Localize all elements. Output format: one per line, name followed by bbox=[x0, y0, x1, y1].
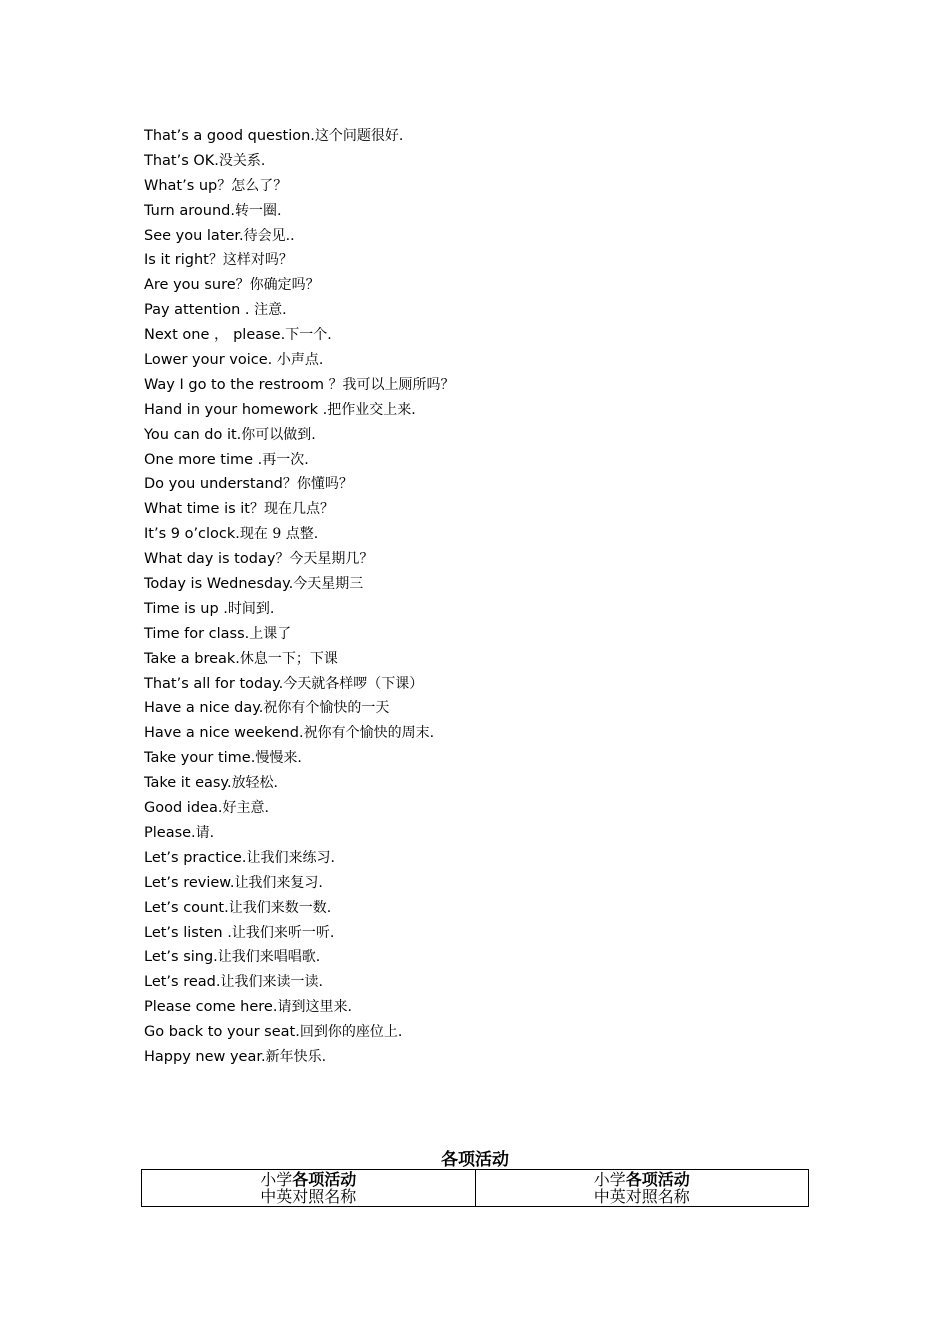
phrase-en: One more time . bbox=[144, 451, 263, 468]
cell-subheading: 中英对照名称 bbox=[260, 1187, 357, 1206]
phrase-en: What’s up bbox=[144, 177, 218, 194]
phrase-zh: 祝你有个愉快的周末. bbox=[303, 725, 435, 742]
phrase-en: Next one ， please. bbox=[144, 327, 286, 344]
phrase-line bbox=[144, 995, 824, 1020]
phrase-zh: 让我们来数一数. bbox=[228, 899, 332, 916]
phrase-zh: 再一次. bbox=[262, 451, 309, 468]
cell-heading bbox=[594, 1171, 690, 1188]
phrase-en: Please come here. bbox=[144, 999, 278, 1016]
phrase-en: Hand in your homework . bbox=[144, 401, 328, 418]
phrase-line bbox=[144, 721, 824, 746]
phrase-zh: 好主意. bbox=[222, 800, 269, 817]
phrase-line bbox=[144, 472, 824, 497]
phrase-zh: 小声点. bbox=[276, 352, 324, 369]
phrase-list bbox=[144, 124, 824, 1070]
phrase-zh: 待会见.. bbox=[243, 227, 295, 244]
phrase-en: See you later. bbox=[144, 227, 244, 244]
phrase-en: That’s OK. bbox=[144, 152, 219, 169]
phrase-en: What day is today bbox=[144, 551, 276, 568]
phrase-zh: 你可以做到. bbox=[241, 426, 316, 443]
phrase-en: Take a break. bbox=[144, 650, 240, 667]
phrase-en: Let’s sing. bbox=[144, 949, 218, 966]
phrase-zh: 上课了 bbox=[249, 625, 292, 642]
phrase-zh: 时间到. bbox=[227, 600, 275, 617]
cell-prefix: 小学 bbox=[260, 1170, 293, 1189]
phrase-zh: 今天就各样啰（下课） bbox=[283, 675, 424, 692]
phrase-en: That’s a good question. bbox=[144, 128, 315, 144]
phrase-zh: 请到这里来. bbox=[277, 999, 352, 1016]
section-title: 各项活动 bbox=[441, 1150, 509, 1170]
cell-bold-text: 各项活动 bbox=[292, 1170, 357, 1189]
phrase-zh: 现在 9 点整. bbox=[239, 526, 319, 543]
phrase-line bbox=[144, 746, 824, 771]
phrase-en: Let’s count. bbox=[144, 899, 229, 916]
phrase-zh: ？这样对吗？ bbox=[208, 252, 293, 269]
phrase-line bbox=[144, 522, 824, 547]
cell-subheading: 中英对照名称 bbox=[593, 1187, 690, 1206]
cell-bold-text: 各项活动 bbox=[625, 1170, 690, 1189]
phrase-line bbox=[144, 348, 824, 373]
phrase-line bbox=[144, 796, 824, 821]
phrase-zh: 新年快乐. bbox=[265, 1048, 327, 1065]
phrase-zh: 祝你有个愉快的一天 bbox=[263, 700, 390, 717]
table-cell bbox=[142, 1170, 475, 1206]
phrase-line bbox=[144, 448, 824, 473]
phrase-en: Time for class. bbox=[144, 625, 250, 642]
phrase-line bbox=[144, 622, 824, 647]
phrase-line bbox=[144, 1045, 824, 1070]
phrase-zh: ？我可以上厕所吗？ bbox=[328, 376, 455, 393]
phrase-zh: 今天星期三 bbox=[293, 576, 364, 593]
phrase-zh: 让我们来唱唱歌. bbox=[217, 949, 321, 966]
phrase-zh: 让我们来听一听. bbox=[231, 924, 335, 941]
phrase-line bbox=[144, 273, 824, 298]
phrase-en: Do you understand bbox=[144, 476, 283, 493]
phrase-line bbox=[144, 871, 824, 896]
phrase-en: Lower your voice. bbox=[144, 352, 277, 369]
phrase-line bbox=[144, 1020, 824, 1045]
phrase-zh: ？怎么了？ bbox=[217, 177, 288, 194]
phrase-en: Let’s read. bbox=[144, 974, 221, 991]
phrase-line bbox=[144, 647, 824, 672]
phrase-line bbox=[144, 547, 824, 572]
phrase-line bbox=[144, 771, 824, 796]
phrase-en: Have a nice day. bbox=[144, 700, 264, 717]
phrase-line bbox=[144, 597, 824, 622]
phrase-en: Take it easy. bbox=[144, 775, 232, 792]
phrase-line bbox=[144, 945, 824, 970]
phrase-en: Time is up . bbox=[144, 600, 228, 617]
phrase-zh: 把作业交上来. bbox=[327, 401, 416, 418]
phrase-en: Let’s practice. bbox=[144, 849, 247, 866]
phrase-en: Good idea. bbox=[144, 800, 223, 817]
phrase-en: Take your time. bbox=[144, 750, 256, 767]
phrase-line bbox=[144, 248, 824, 273]
phrase-en: Happy new year. bbox=[144, 1048, 266, 1065]
phrase-line bbox=[144, 149, 824, 174]
phrase-en: Have a nice weekend. bbox=[144, 725, 304, 742]
phrase-zh: 休息一下；下课 bbox=[239, 650, 338, 667]
phrase-zh: 注意. bbox=[254, 302, 287, 319]
phrase-line bbox=[144, 896, 824, 921]
phrase-line bbox=[144, 174, 824, 199]
phrase-zh: 下一个. bbox=[285, 327, 332, 344]
phrase-en: Go back to your seat. bbox=[144, 1024, 300, 1041]
phrase-line bbox=[144, 423, 824, 448]
phrase-line bbox=[144, 199, 824, 224]
phrase-line bbox=[144, 497, 824, 522]
phrase-en: Let’s review. bbox=[144, 874, 235, 891]
phrase-en: Please. bbox=[144, 824, 196, 841]
phrase-line bbox=[144, 298, 824, 323]
phrase-en: Let’s listen . bbox=[144, 924, 232, 941]
phrase-zh: 这个问题很好. bbox=[314, 128, 404, 144]
cell-heading bbox=[260, 1171, 356, 1188]
phrase-zh: 没关系. bbox=[218, 152, 266, 169]
phrase-line bbox=[144, 672, 824, 697]
table-cell bbox=[475, 1170, 809, 1206]
phrase-zh: 让我们来读一读. bbox=[220, 974, 323, 991]
phrase-line bbox=[144, 373, 824, 398]
phrase-en: It’s 9 o’clock. bbox=[144, 526, 240, 543]
phrase-en: Turn around. bbox=[144, 202, 235, 219]
phrase-en: Today is Wednesday. bbox=[144, 576, 294, 593]
phrase-zh: ？你确定吗？ bbox=[235, 277, 320, 294]
phrase-zh: 让我们来练习. bbox=[246, 849, 335, 866]
phrase-en: Pay attention . bbox=[144, 302, 255, 319]
phrase-zh: ？你懂吗？ bbox=[282, 476, 353, 493]
phrase-zh: 让我们来复习. bbox=[234, 874, 323, 891]
cell-prefix: 小学 bbox=[593, 1170, 626, 1189]
phrase-line bbox=[144, 921, 824, 946]
phrase-line bbox=[144, 398, 824, 423]
phrase-en: That’s all for today. bbox=[144, 675, 284, 692]
phrase-zh: 慢慢来. bbox=[255, 750, 302, 767]
phrase-line bbox=[144, 970, 824, 995]
phrase-line bbox=[144, 323, 824, 348]
phrase-en: Is it right bbox=[144, 252, 209, 269]
phrase-line bbox=[144, 846, 824, 871]
phrase-line bbox=[144, 696, 824, 721]
phrase-zh: 请. bbox=[195, 824, 215, 841]
phrase-en: What time is it bbox=[144, 501, 250, 518]
activities-table bbox=[141, 1169, 809, 1207]
phrase-zh: ？现在几点？ bbox=[249, 501, 334, 518]
phrase-zh: 转一圈. bbox=[234, 202, 282, 219]
phrase-zh: 放轻松. bbox=[231, 775, 279, 792]
phrase-zh: ？今天星期几？ bbox=[275, 551, 374, 568]
phrase-en: Way I go to the restroom bbox=[144, 376, 329, 393]
phrase-line bbox=[144, 224, 824, 249]
phrase-en: You can do it. bbox=[144, 426, 242, 443]
phrase-line bbox=[144, 124, 824, 149]
phrase-zh: 回到你的座位上. bbox=[299, 1024, 403, 1041]
phrase-line bbox=[144, 821, 824, 846]
phrase-en: Are you sure bbox=[144, 277, 236, 294]
phrase-line bbox=[144, 572, 824, 597]
